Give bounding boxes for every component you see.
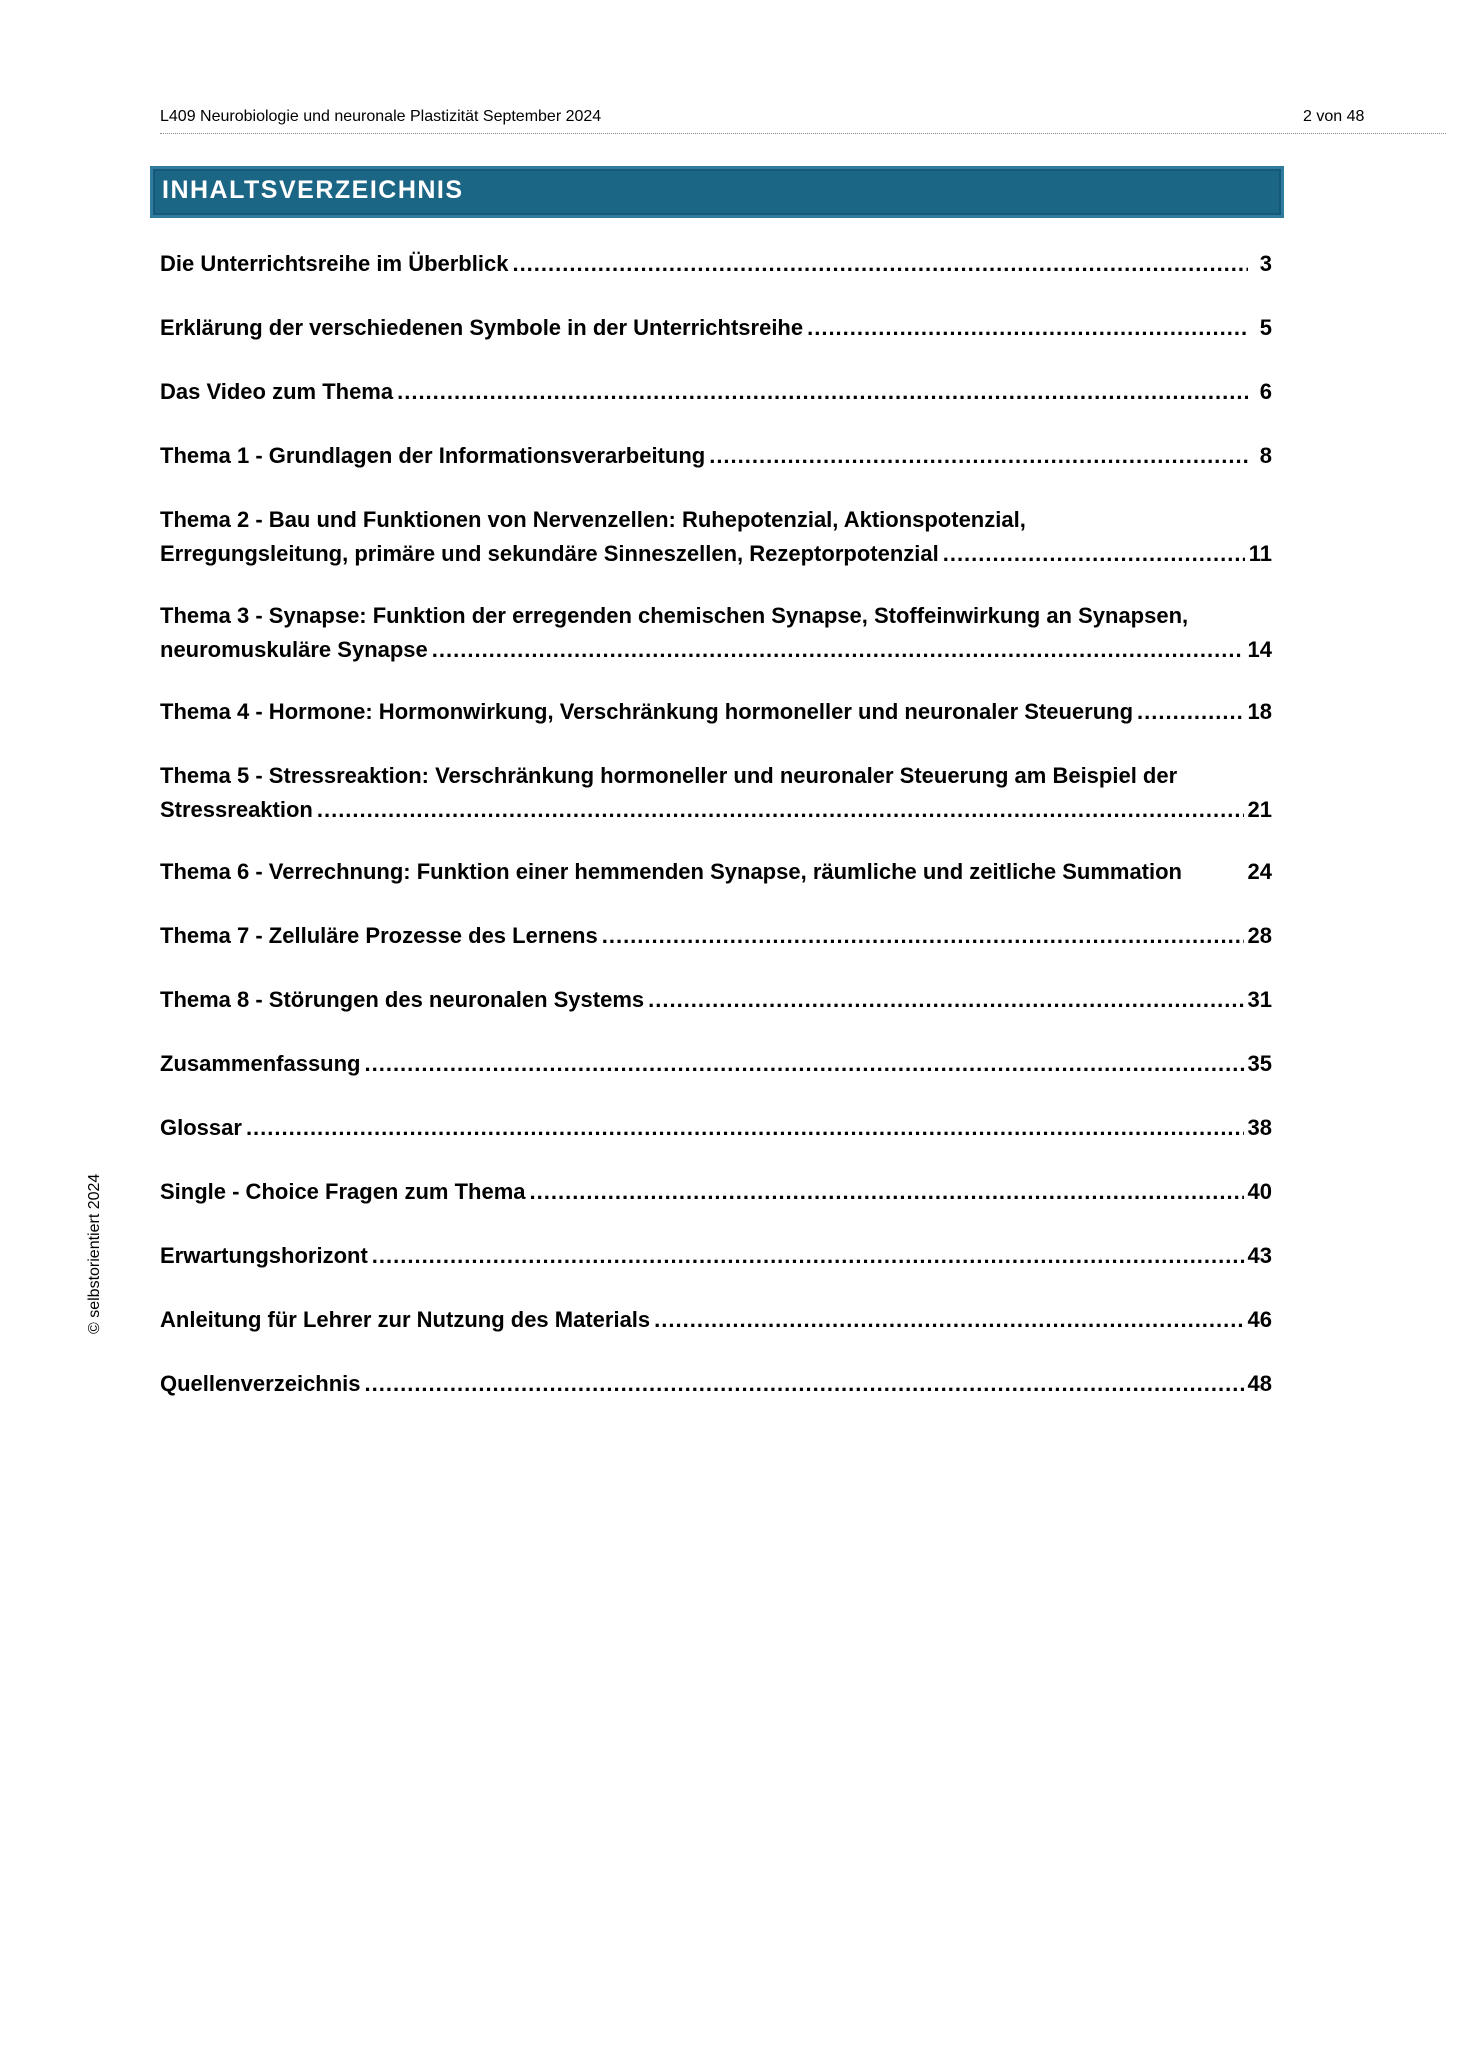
toc-entry-thema-6[interactable]	[160, 855, 1272, 889]
toc-entry-page: 3	[1259, 251, 1272, 276]
toc-entry-label: Thema 6 - Verrechnung: Funktion einer hemmenden Synapse, räumliche und zeitliche Summation	[160, 859, 1182, 884]
toc-entry-label: Erwartungshorizont	[160, 1243, 368, 1268]
toc-entry-label: Stressreaktion	[160, 797, 313, 822]
toc-dot-leader	[807, 311, 1248, 345]
toc-entry-glossar[interactable]	[160, 1111, 1272, 1145]
toc-entry-quellenverzeichnis[interactable]	[160, 1367, 1272, 1401]
toc-entry-symbole[interactable]	[160, 311, 1272, 345]
toc-entry-label: Die Unterrichtsreihe im Überblick	[160, 251, 509, 276]
toc-dot-leader	[397, 375, 1248, 409]
toc-entry-label-line-1: Thema 5 - Stressreaktion: Verschränkung hormoneller und neuronaler Steuerung am Beispiel der	[160, 763, 1178, 788]
toc-entry-page: 8	[1259, 443, 1272, 468]
toc-entry-label: Quellenverzeichnis	[160, 1371, 361, 1396]
toc-entry-thema-3[interactable]	[160, 599, 1272, 667]
toc-entry-label: Single - Choice Fragen zum Thema	[160, 1179, 526, 1204]
toc-entry-page: 28	[1247, 923, 1272, 948]
toc-entry-video[interactable]	[160, 375, 1272, 409]
toc-heading: INHALTSVERZEICHNIS	[162, 176, 464, 204]
toc-entry-page: 40	[1247, 1179, 1272, 1204]
page-header	[160, 107, 1446, 134]
copyright-notice: © selbstorientiert 2024	[86, 1173, 103, 1334]
toc-entry-page: 14	[1247, 637, 1272, 662]
toc-entry-page: 48	[1247, 1371, 1272, 1396]
toc-entry-page: 18	[1247, 699, 1272, 724]
toc-entry-page: 6	[1259, 379, 1272, 404]
toc-dot-leader	[365, 1367, 1244, 1401]
toc-entry-anleitung[interactable]	[160, 1303, 1272, 1337]
table-of-contents	[160, 247, 1272, 1431]
toc-entry-zusammenfassung[interactable]	[160, 1047, 1272, 1081]
copyright-notice-container	[86, 1152, 106, 1352]
toc-dot-leader	[246, 1111, 1244, 1145]
toc-entry-thema-2[interactable]	[160, 503, 1272, 571]
toc-dot-leader	[602, 919, 1244, 953]
toc-dot-leader	[1137, 695, 1243, 729]
toc-entry-erwartungshorizont[interactable]	[160, 1239, 1272, 1273]
toc-entry-label-line-1: Thema 3 - Synapse: Funktion der erregenden chemischen Synapse, Stoffeinwirkung an Synapsen,	[160, 603, 1189, 628]
toc-entry-label: Thema 1 - Grundlagen der Informationsverarbeitung	[160, 443, 706, 468]
toc-dot-leader	[648, 983, 1243, 1017]
toc-entry-label-line-1: Thema 2 - Bau und Funktionen von Nervenzellen: Ruhepotenzial, Aktionspotenzial,	[160, 507, 1026, 532]
toc-entry-label: Das Video zum Thema	[160, 379, 394, 404]
document-title: L409 Neurobiologie und neuronale Plastizität September 2024	[160, 108, 602, 125]
toc-dot-leader	[943, 537, 1245, 571]
toc-entry-page: 24	[1247, 859, 1272, 884]
toc-entry-page: 5	[1259, 315, 1272, 340]
page-number: 2 von 48	[1303, 108, 1365, 125]
toc-entry-page: 46	[1247, 1307, 1272, 1332]
toc-entry-page: 35	[1247, 1051, 1272, 1076]
toc-entry-label: neuromuskuläre Synapse	[160, 637, 428, 662]
toc-dot-leader	[530, 1175, 1244, 1209]
toc-entry-label: Glossar	[160, 1115, 242, 1140]
toc-entry-label: Erklärung der verschiedenen Symbole in der Unterrichtsreihe	[160, 315, 804, 340]
toc-entry-label: Thema 8 - Störungen des neuronalen Systems	[160, 987, 645, 1012]
toc-dot-leader	[317, 793, 1244, 827]
toc-heading-banner	[150, 166, 1284, 218]
toc-entry-thema-1[interactable]	[160, 439, 1272, 473]
toc-entry-thema-8[interactable]	[160, 983, 1272, 1017]
toc-entry-single-choice[interactable]	[160, 1175, 1272, 1209]
toc-entry-label: Zusammenfassung	[160, 1051, 361, 1076]
toc-entry-page: 21	[1247, 797, 1272, 822]
toc-entry-thema-4[interactable]	[160, 695, 1272, 729]
toc-entry-ueberblick[interactable]	[160, 247, 1272, 281]
toc-entry-label: Erregungsleitung, primäre und sekundäre Sinneszellen, Rezeptorpotenzial	[160, 541, 939, 566]
toc-dot-leader	[372, 1239, 1244, 1273]
toc-entry-label: Anleitung für Lehrer zur Nutzung des Materials	[160, 1307, 651, 1332]
toc-dot-leader	[709, 439, 1248, 473]
toc-entry-page: 31	[1247, 987, 1272, 1012]
toc-dot-leader	[432, 633, 1244, 667]
toc-entry-thema-5[interactable]	[160, 759, 1272, 827]
toc-entry-page: 43	[1247, 1243, 1272, 1268]
toc-dot-leader	[365, 1047, 1244, 1081]
toc-dot-leader	[512, 247, 1248, 281]
toc-entry-page: 11	[1248, 541, 1272, 566]
toc-entry-label: Thema 7 - Zelluläre Prozesse des Lernens	[160, 923, 598, 948]
toc-entry-page: 38	[1247, 1115, 1272, 1140]
toc-entry-thema-7[interactable]	[160, 919, 1272, 953]
toc-dot-leader	[654, 1303, 1243, 1337]
toc-entry-label: Thema 4 - Hormone: Hormonwirkung, Verschränkung hormoneller und neuronaler Steuerung	[160, 699, 1134, 724]
